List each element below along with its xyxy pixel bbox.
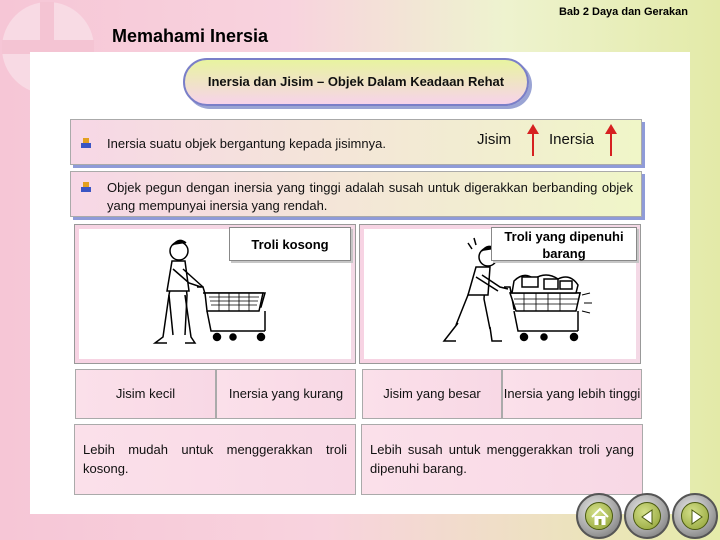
home-button-face <box>585 502 613 530</box>
triangle-left-icon <box>634 503 662 531</box>
empty-trolley-caption: Troli kosong <box>229 227 351 261</box>
right-mass-cell: Jisim yang besar <box>362 369 502 419</box>
bullet-icon <box>81 138 91 148</box>
home-icon <box>586 503 614 531</box>
home-button[interactable] <box>576 493 622 539</box>
bullet-stationary-object <box>70 171 642 217</box>
left-inertia-cell: Inersia yang kurang <box>216 369 356 419</box>
bullet-text: Objek pegun dengan inersia yang tinggi adalah susah untuk digerakkan berbanding objek yang mempunyai inersia yang rendah. <box>107 180 633 213</box>
page-title: Memahami Inersia <box>112 26 269 46</box>
bullet-text: Inersia suatu objek bergantung kepada jisimnya. <box>107 136 386 151</box>
bullet-icon <box>81 182 91 192</box>
triangle-right-icon <box>682 503 710 531</box>
topic-heading: Inersia dan Jisim – Objek Dalam Keadaan Rehat <box>183 58 529 106</box>
up-arrow-icon <box>527 124 539 156</box>
inersia-label: Inersia <box>549 131 595 148</box>
previous-button-face <box>633 502 661 530</box>
jisim-label: Jisim <box>477 131 512 148</box>
loaded-trolley-caption: Troli yang dipenuhi barang <box>491 227 637 261</box>
next-button[interactable] <box>672 493 718 539</box>
left-description: Lebih mudah untuk menggerakkan troli kosong. <box>74 424 356 495</box>
right-description: Lebih susah untuk menggerakkan troli yang dipenuhi barang. <box>361 424 643 495</box>
right-inertia-cell: Inersia yang lebih tinggi <box>502 369 642 419</box>
bullet-mass-inertia <box>70 119 642 165</box>
previous-button[interactable] <box>624 493 670 539</box>
chapter-label: Bab 2 Daya dan Gerakan <box>558 6 688 18</box>
left-mass-cell: Jisim kecil <box>75 369 216 419</box>
next-button-face <box>681 502 709 530</box>
up-arrow-icon <box>605 124 617 156</box>
